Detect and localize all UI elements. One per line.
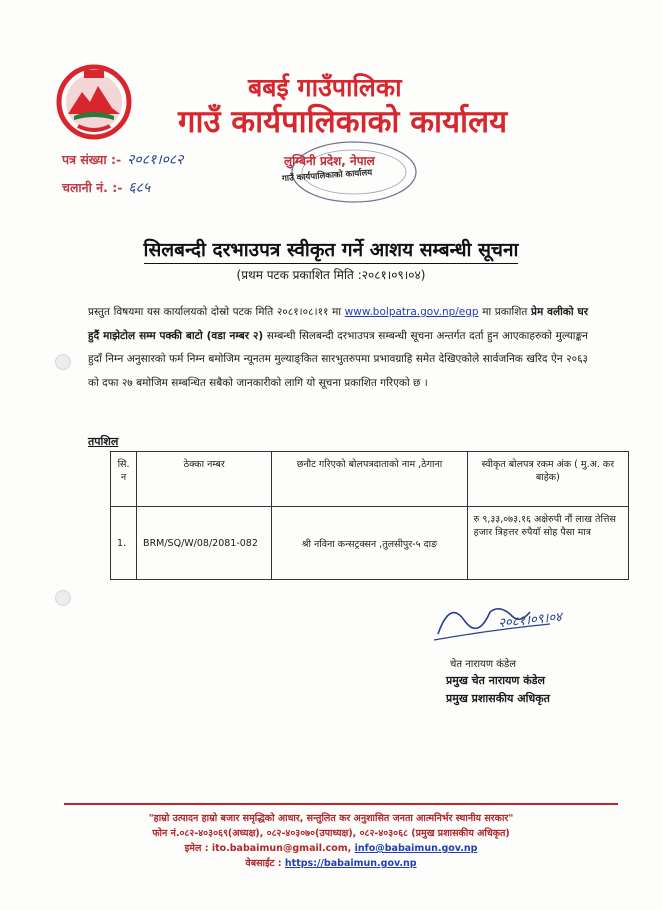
chalani-number bbox=[62, 178, 150, 197]
footer-slogan: "हाम्रो उत्पादन हाम्रो बजार समृद्धिको आधार, सन्तुलित कर अनुशासित जनता आत्मनिर्भर स्थानीय सरकार" bbox=[148, 813, 514, 824]
footer-email: इमेल : ito.babaimun@gmail.com, info@babaimun.gov.np bbox=[184, 843, 478, 854]
table-header: ठेक्का नम्बर bbox=[137, 452, 272, 507]
notice-title: सिलबन्दी दरभाउपत्र स्वीकृत गर्ने आशय सम्बन्धी सूचना bbox=[0, 236, 662, 262]
stamp-province: लुम्बिनी प्रदेश, नेपाल bbox=[284, 154, 375, 168]
footer-phones: फोन नं.०८२-४०३०६९(अध्यक्ष), ०८२-४०३०७०(उपाध्यक्ष), ०८२-४०३०६८ (प्रमुख प्रशासकीय अधिकृत) bbox=[152, 828, 510, 839]
municipality-name: बबई गाउँपालिका bbox=[248, 73, 402, 102]
signatory-title-2: प्रमुख प्रशासकीय अधिकृत bbox=[446, 692, 550, 705]
table-header: छनौट गरिएको बोलपत्रदाताको नाम ,ठेगाना bbox=[272, 452, 467, 507]
footer-rule bbox=[64, 803, 618, 805]
cell-bidder: श्री नविना कन्सट्रक्सन ,तुलसीपुर-५ दाङ bbox=[272, 507, 467, 580]
punch-hole bbox=[55, 590, 71, 606]
notice-body: प्रस्तुत विषयमा यस कार्यालयको दोस्रो पटक मिति २०८१।०८।११ मा www.bolpatra.gov.np/egp मा प्रकाशित प्रेम वलीको घर हुदैं माझेटोल सम्म पक्की बाटो (वडा नम्बर २) सम्बन्धी सिलबन्दी दरभाउपत्र सम्बन्धी सूचना अन्तर्गत दर्ता हुन आएकाहरुको मुल्याङ्कन हुदाँ निम्न अनुसारको फर्म निम्न बमोजिम न्यूनतम मुल्याङ्‌कित सारभुतरुपमा प्रभावग्राहि समेत देखिएकोले सार्वजनिक खरिद ऐन २०६३ को दफा २७ बमोजिम सम्बन्धित सबैको जानकारीको लागि यो सूचना प्रकाशित गरिएको छ । bbox=[88, 306, 588, 389]
tapasil-heading: तपशिल bbox=[88, 435, 119, 448]
footer-website: वेबसाईट : https://babaimun.gov.np bbox=[245, 858, 417, 869]
table-header-row bbox=[111, 452, 629, 507]
signature-date: २०८१।०९।०४ bbox=[497, 609, 563, 632]
table-header: स्वीकृत बोलपत्र रकम अंक ( मु.अ. कर बाहेक) bbox=[467, 452, 628, 507]
signature bbox=[430, 590, 620, 650]
office-name: गाउँ कार्यपालिकाको कार्यालय bbox=[178, 104, 508, 140]
chalani-label: चलानी नं. :- bbox=[62, 180, 123, 195]
chalani-value: ६८५ bbox=[128, 180, 151, 196]
signatory-title-1: प्रमुख चेत नारायण कंडेल bbox=[446, 674, 546, 687]
website-link[interactable]: https://babaimun.gov.np bbox=[284, 858, 417, 869]
stamp-office: गाउँ कार्यपालिकाको कार्यालय bbox=[281, 167, 373, 185]
notice-subtitle: (प्रथम पटक प्रकाशित मिति :२०८१।०९।०४) bbox=[236, 268, 426, 282]
bid-table bbox=[110, 451, 629, 580]
email-primary[interactable]: ito.babaimun@gmail.com bbox=[211, 843, 348, 854]
patra-label: पत्र संख्या :- bbox=[62, 152, 122, 167]
bolpatra-link[interactable]: www.bolpatra.gov.np/egp bbox=[344, 306, 479, 318]
email-info[interactable]: info@babaimun.gov.np bbox=[354, 843, 478, 854]
table-header: सि. न bbox=[111, 452, 137, 507]
patra-value: २०८१।०८२ bbox=[127, 152, 184, 168]
project-name: प्रेम वलीको घर हुदैं माझेटोल सम्म पक्की बाटो (वडा नम्बर २) bbox=[88, 306, 588, 342]
cell-sn: 1. bbox=[111, 507, 137, 580]
punch-hole bbox=[55, 354, 71, 370]
cell-amount: रु ९,३३,०७३.१६ अक्षेरुपी नौं लाख तेत्तिस हजार त्रिहत्तर रुपैयाँ सोह पैसा मात्र bbox=[467, 507, 628, 580]
signatory-name: चेत नारायण कंडेल bbox=[450, 659, 517, 670]
office-stamp bbox=[258, 128, 438, 208]
government-emblem-icon bbox=[54, 62, 134, 142]
cell-contract: BRM/SQ/W/08/2081-082 bbox=[137, 507, 272, 580]
patra-sankhya bbox=[62, 150, 183, 169]
table-row bbox=[111, 507, 629, 580]
